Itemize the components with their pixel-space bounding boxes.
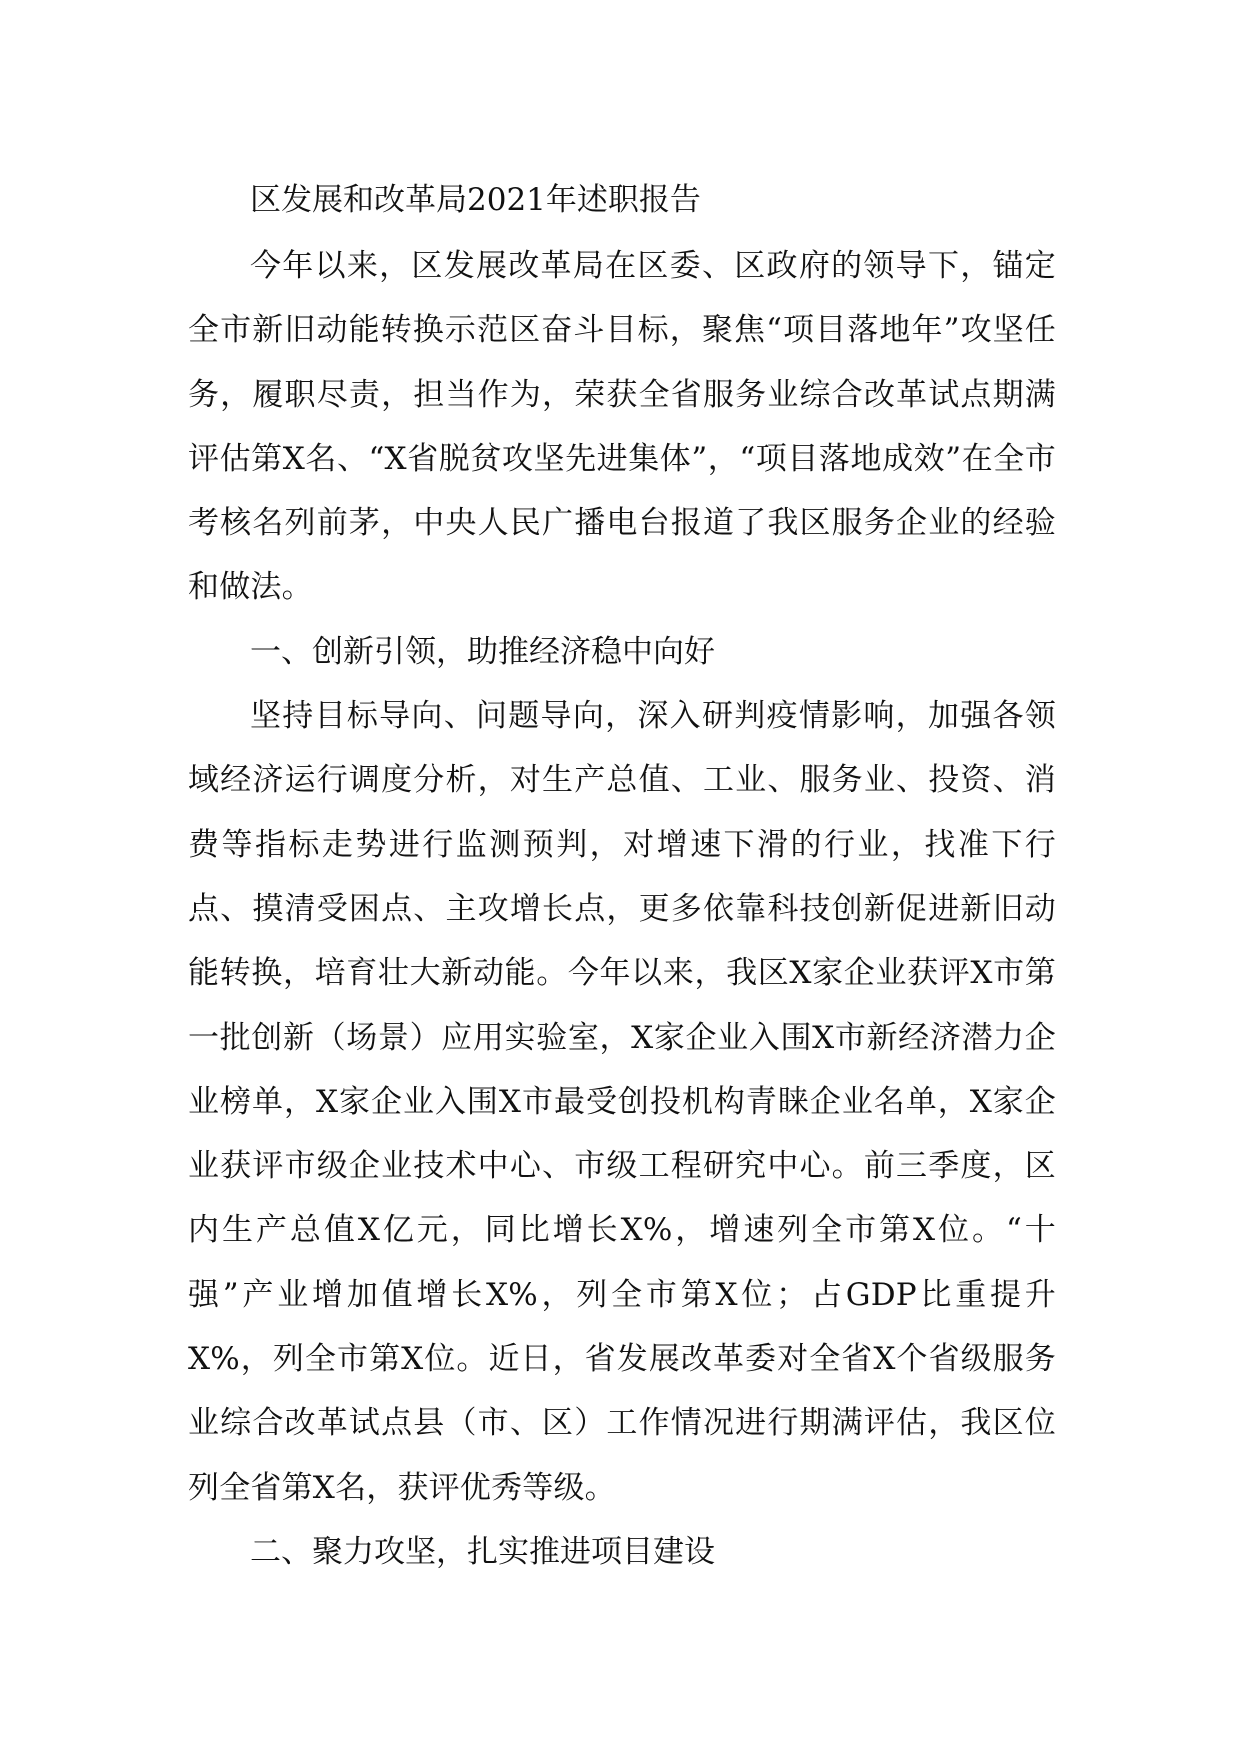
document-title: 区发展和改革局2021年述职报告 [250, 182, 701, 218]
section-heading-1: 一、创新引领，助推经济稳中向好 [250, 633, 715, 670]
intro-paragraph: 今年以来，区发展改革局在区委、区政府的领导下，锚定全市新旧动能转换示范区奋斗目标，聚焦“项目落地年”攻坚任务，履职尽责，担当作为，荣获全省服务业综合改革试点期满评估第X名、“X省脱贫攻坚先进集体”，“项目落地成效”在全市考核名列前茅，中央人民广播电台报道了我区服务企业的经验和做法。 [188, 248, 1056, 606]
section-heading-2: 二、聚力攻坚，扎实推进项目建设 [250, 1533, 715, 1570]
document-page [188, 170, 1056, 1584]
section-1-paragraph: 坚持目标导向、问题导向，深入研判疫情影响，加强各领域经济运行调度分析，对生产总值、工业、服务业、投资、消费等指标走势进行监测预判，对增速下滑的行业，找准下行点、摸清受困点、主攻增长点，更多依靠科技创新促进新旧动能转换，培育壮大新动能。今年以来，我区X家企业获评X市第一批创新（场景）应用实验室，X家企业入围X市新经济潜力企业榜单，X家企业入围X市最受创投机构青睐企业名单，X家企业获评市级企业技术中心、市级工程研究中心。前三季度，区内生产总值X亿元，同比增长X%，增速列全市第X位。“十强”产业增加值增长X%，列全市第X位；占GDP比重提升X%，列全市第X位。近日，省发展改革委对全省X个省级服务业综合改革试点县（市、区）工作情况进行期满评估，我区位列全省第X名，获评优秀等级。 [188, 698, 1056, 1506]
